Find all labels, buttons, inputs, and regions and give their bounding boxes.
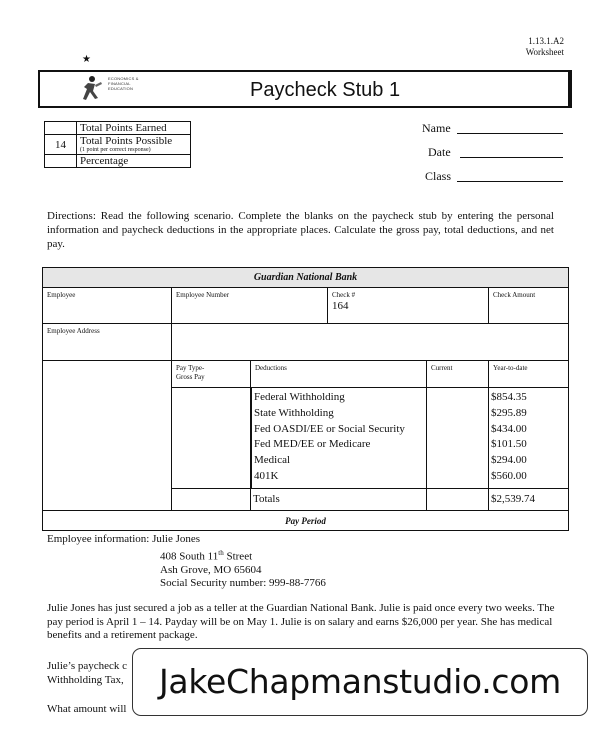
- current-header: Current: [427, 361, 489, 387]
- deductions-list: [251, 387, 427, 488]
- gross-pay-blank[interactable]: [172, 387, 251, 488]
- current-blank[interactable]: [427, 387, 489, 488]
- ytd-value: $434.00: [491, 422, 527, 435]
- class-field[interactable]: Class: [422, 169, 451, 193]
- ssn-line: Social Security number: 999-88-7766: [160, 577, 326, 590]
- deduction-name: Medical: [254, 454, 291, 467]
- deduction-name: Fed OASDI/EE or Social Security: [254, 422, 405, 435]
- logo-text: ECONOMICS & FINANCIAL EDUCATION: [108, 76, 139, 91]
- question-text: What amount will: [47, 703, 127, 715]
- ytd-value: $295.89: [491, 406, 527, 419]
- deduction-name: Federal Withholding: [254, 391, 345, 403]
- directions-text: Directions: Read the following scenario. Complete the blanks on the paycheck stub by entering the personal information and paycheck deductions in the appropriate places. Calculate the gross pay, total deductions, and net pay.: [47, 210, 554, 250]
- employee-information: Employee information: Julie Jones 408 South 11th Street Ash Grove, MO 65604 Social Security number: 999-88-7766: [47, 533, 326, 590]
- left-blank: [43, 361, 172, 510]
- deductions-header: Deductions: [251, 361, 427, 387]
- star-icon: ★: [82, 54, 91, 65]
- ytd-value: $101.50: [491, 438, 527, 451]
- deduction-name: Fed MED/EE or Medicare: [254, 438, 371, 451]
- city-line: Ash Grove, MO 65604: [160, 563, 262, 576]
- document-code: [526, 36, 564, 58]
- ytd-value: $560.00: [491, 469, 527, 482]
- current-total-blank[interactable]: [427, 488, 489, 510]
- totals-label: Totals: [251, 488, 427, 510]
- check-amount-cell[interactable]: Check Amount: [489, 288, 568, 324]
- total-possible-label: Total Points Possible (1 point per correct response): [77, 135, 191, 155]
- ytd-list: [489, 387, 568, 488]
- employee-address-cell: Employee Address: [43, 324, 172, 361]
- pay-period-row: Pay Period: [43, 510, 568, 530]
- paycheck-paragraph: Julie’s paycheck c Withholding Tax,: [47, 660, 128, 686]
- scenario-paragraph: Julie Jones has just secured a job as a teller at the Guardian National Bank. Julie is paid once every two weeks. The pay period is April 1 – 14. Payday will be on May 1. Julie is on salary and earns $26,000 per year. She has medical benefits and a retirement package.: [47, 602, 555, 641]
- gross-total-blank[interactable]: [172, 488, 251, 510]
- check-number: 164: [332, 300, 349, 312]
- code-line: 1.13.1.A2: [528, 36, 564, 46]
- ytd-value: $294.00: [491, 454, 527, 467]
- employee-number-cell[interactable]: Employee Number: [172, 288, 328, 324]
- employee-cell[interactable]: Employee: [43, 288, 172, 324]
- code-line: Worksheet: [525, 47, 564, 57]
- paycheck-stub: [42, 267, 569, 531]
- bank-name: Guardian National Bank: [43, 268, 568, 288]
- points-box: [44, 121, 191, 168]
- ytd-value: $854.35: [491, 391, 527, 403]
- check-number-cell: Check # 164: [328, 288, 489, 324]
- pay-type-header: Pay Type- Gross Pay: [172, 361, 251, 387]
- page-title: Paycheck Stub 1: [250, 79, 401, 101]
- name-field[interactable]: Name: [422, 121, 451, 145]
- address-blank[interactable]: [172, 324, 568, 361]
- total-earned-label: Total Points Earned: [77, 122, 191, 135]
- student-fields: [422, 121, 451, 193]
- date-field[interactable]: Date: [422, 145, 451, 169]
- percentage-label: Percentage: [77, 155, 191, 168]
- percentage-blank[interactable]: [45, 155, 77, 168]
- street-address: 408 South 11th Street: [160, 548, 253, 563]
- possible-value: 14: [45, 135, 77, 155]
- date-line[interactable]: [460, 157, 563, 158]
- title-banner: [38, 70, 572, 108]
- deduction-name: 401K: [254, 469, 279, 482]
- class-line[interactable]: [457, 181, 563, 182]
- name-line[interactable]: [457, 133, 563, 134]
- earned-blank[interactable]: [45, 122, 77, 135]
- deduction-name: State Withholding: [254, 406, 334, 419]
- watermark-banner: JakeChapmanstudio.com: [132, 648, 588, 716]
- totals-ytd: $2,539.74: [489, 488, 568, 510]
- ytd-header: Year-to-date: [493, 364, 528, 372]
